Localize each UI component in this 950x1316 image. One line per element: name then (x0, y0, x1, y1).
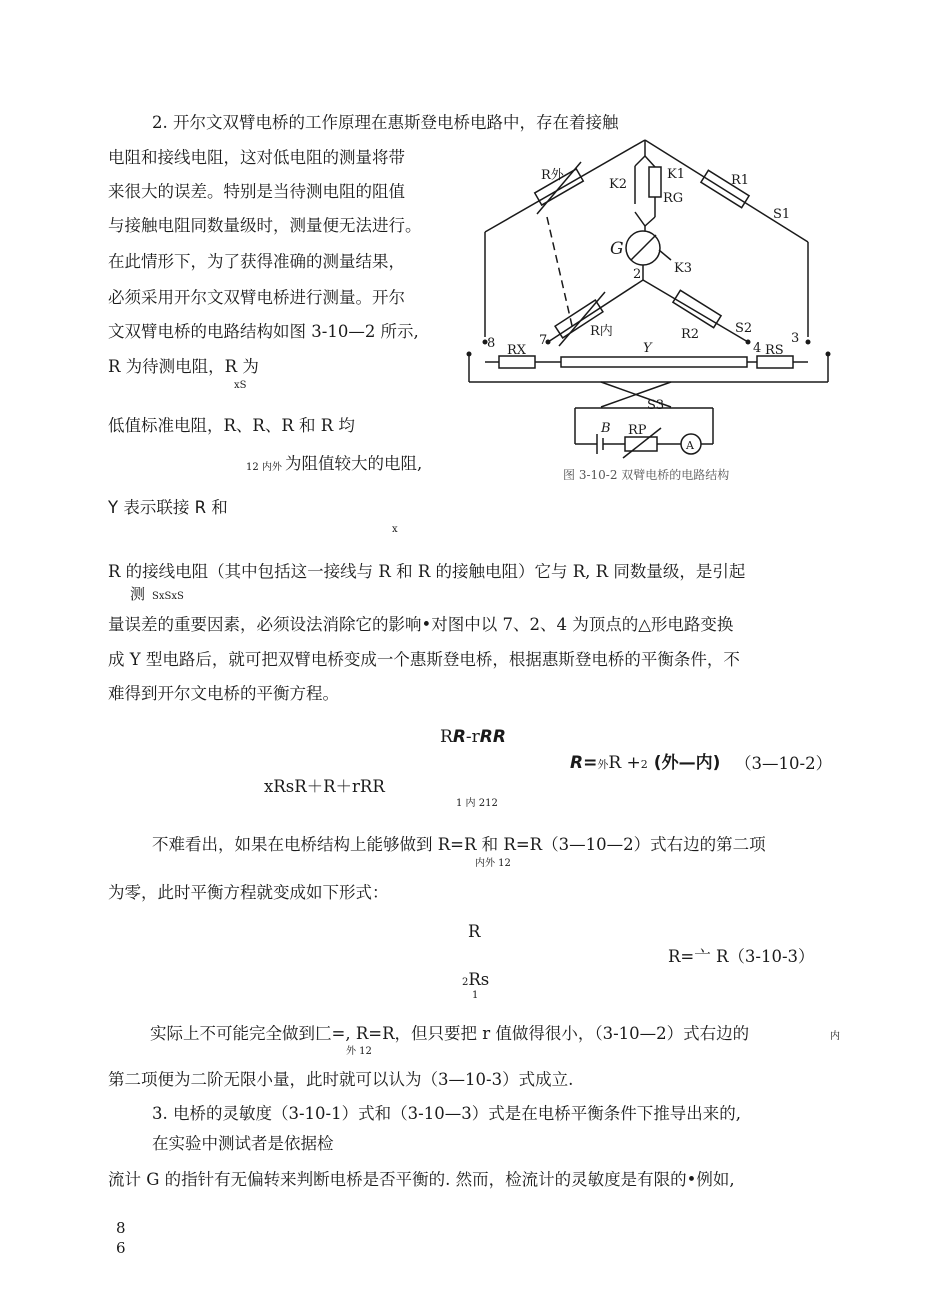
label-rg: RG (663, 191, 684, 206)
para4-line-3: 3. 电桥的灵敏度（3-10-1）式和（3-10—3）式是在电桥平衡条件下推导出来的, (152, 1104, 741, 1123)
eq1-rhs-e: 2 (640, 758, 648, 771)
para2-line-4: 在此情形下，为了获得准确的测量结果， (108, 252, 405, 271)
label-r-nei: R内 (590, 324, 613, 339)
para3-line-1-subscripts: 内外 12 (475, 858, 511, 869)
para3-line-2: 为零，此时平衡方程就变成如下形式： (108, 883, 389, 902)
label-node-7: 7 (539, 333, 548, 348)
label-k2: K2 (609, 177, 627, 192)
eq1-num-a: R (440, 727, 453, 747)
para2-line-5: 必须采用开尔文双臂电桥进行测量。开尔 (108, 288, 405, 307)
label-r-wai: R外 (541, 168, 564, 183)
subscript-x: x (392, 524, 398, 535)
para4-line-1: 实际上不可能完全做到匚=, R=R，但只要把 r 值做得很小，（3-10—2）式右边的 (150, 1024, 750, 1043)
eq2-numerator: R (468, 922, 481, 941)
para2-title-line: 2. 开尔文双臂电桥的工作原理在惠斯登电桥电路中，存在着接触 (152, 113, 619, 132)
para3-line-1: 不难看出，如果在电桥结构上能够做到 R=R 和 R=R（3—10—2）式右边的第二项 (152, 835, 766, 854)
eq1-num-d: RR (479, 727, 506, 747)
label-r2: R2 (681, 327, 700, 342)
eq1-denominator: xRsR＋R＋rRR (264, 777, 385, 796)
eq2-den-subscript: 1 (472, 990, 479, 1001)
label-y: Y (643, 341, 652, 356)
label-node-8: 8 (487, 336, 496, 351)
eq2-den-pre: 2 (462, 977, 469, 988)
label-r1: R1 (731, 173, 750, 188)
para2-line-ce: 测 (130, 585, 146, 603)
para2-line-low: 低值标准电阻，R、R、R 和 R 均 (108, 416, 355, 435)
para4-line-1-tail: 内 (830, 1031, 840, 1042)
eq1-rhs-d: R + (608, 753, 641, 773)
eq1-rhs-c: 外 (597, 758, 609, 771)
para4-line-5: 流计 G 的指针有无偏转来判断电桥是否平衡的. 然而，检流计的灵敏度是有限的•例如, (108, 1170, 735, 1189)
eq2-rhs: R=亠 R（3-10-3） (668, 947, 815, 966)
label-rp: RP (628, 423, 647, 438)
eq1-den-subscripts: 1 内 212 (456, 798, 498, 809)
para2-line-eq-intro: 难得到开尔文电桥的平衡方程。 (108, 684, 339, 703)
para2-line-conv: 成 Y 型电路后，就可把双臂电桥变成一个惠斯登电桥，根据惠斯登电桥的平衡条件，不 (108, 650, 740, 669)
para2-line-7: R 为待测电阻，R 为 (108, 357, 259, 376)
eq1-rhs (570, 753, 720, 775)
eq1-rhs-f: (外—内) (653, 753, 721, 773)
label-s2: S2 (735, 321, 753, 336)
label-s1: S1 (773, 207, 791, 222)
para2-line-2: 来很大的误差。特别是当待测电阻的阻值 (108, 182, 405, 201)
para4-line-4: 在实验中测试者是依据检 (152, 1134, 334, 1153)
eq1-rhs-a: R (570, 753, 584, 773)
para4-line-1-subscripts: 外 12 (346, 1046, 372, 1057)
label-k1: K1 (667, 167, 685, 182)
figure-caption: 图 3-10-2 双臂电桥的电路结构 (563, 468, 730, 480)
label-ammeter: A (686, 439, 694, 452)
page-number-digit-2: 6 (116, 1239, 126, 1257)
label-node-4: 4 (753, 341, 762, 356)
label-b: B (601, 421, 611, 436)
label-g: G (610, 239, 624, 259)
label-rs: RS (765, 343, 784, 358)
para2-line-6: 文双臂电桥的电路结构如图 3-10—2 所示, (108, 322, 419, 341)
para2-line-err: 量误差的重要因素，必须设法消除它的影响•对图中以 7、2、4 为顶点的△形电路变换 (108, 615, 734, 634)
page-number-digit-1: 8 (116, 1219, 126, 1237)
para2-line-big: 为阻值较大的电阻, (285, 454, 423, 473)
eq1-numerator (440, 727, 506, 747)
label-node-3: 3 (791, 331, 800, 346)
para2-line-y: Y 表示联接 R 和 (108, 498, 228, 517)
para2-line-1: 电阻和接线电阻，这对低电阻的测量将带 (108, 148, 405, 167)
label-k3: K3 (674, 261, 692, 276)
eq1-num-c: -r (465, 727, 480, 747)
para2-line-conn: R 的接线电阻（其中包括这一接线与 R 和 R 的接触电阻）它与 R, R 同数量级，是引起 (108, 562, 746, 581)
label-node-2: 2 (633, 267, 642, 282)
eq2-den-main: Rs (468, 970, 490, 989)
bridge-circuit-figure (463, 132, 833, 480)
subscript-sxsxs: SxSxS (152, 591, 184, 602)
label-rx: RX (507, 343, 527, 358)
para2-line-3: 与接触电阻同数量级时，测量便无法进行。 (108, 216, 422, 235)
subscript-12: 12 内外 (246, 462, 282, 473)
eq1-label: （3—10-2） (735, 754, 833, 773)
eq1-rhs-b: = (583, 753, 598, 773)
label-s3: S3 (647, 398, 665, 413)
para4-line-2: 第二项便为二阶无限小量，此时就可以认为（3—10-3）式成立. (108, 1070, 574, 1089)
subscript-xs: xS (234, 380, 247, 391)
eq1-num-b: R (452, 727, 466, 747)
